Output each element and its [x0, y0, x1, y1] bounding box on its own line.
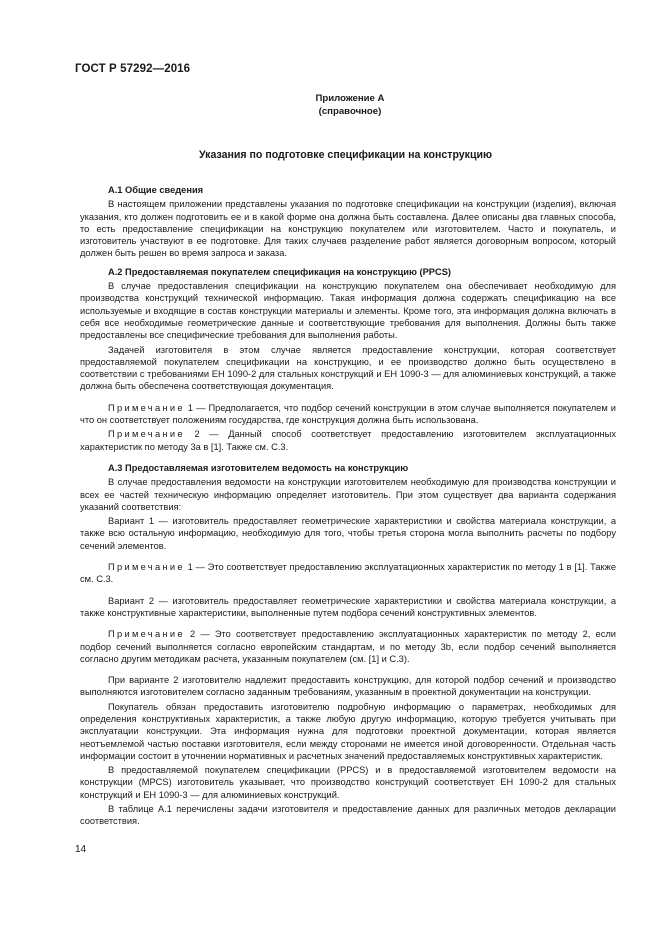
standard-header: ГОСТ Р 57292—2016 — [75, 63, 191, 75]
section-a2-heading: А.2 Предоставляемая покупателем спецификация на конструкцию (PPCS) — [108, 266, 452, 277]
paragraph: В предоставляемой покупателем спецификации (PPCS) и в предоставляемой изготовителем ведомости на конструкции (MPCS) изготовитель указывает, что производство конструкций соответствует ЕН 1090-2 для стальных конструкций и ЕН 1090-3 — для алюминиевых конструкций. — [80, 765, 616, 800]
paragraph: Вариант 1 — изготовитель предоставляет геометрические характеристики и свойства материала конструкции, а также всю остальную информацию, необходимую для того, чтобы третья сторона могла выполнить расчеты по подбору сечений элементов. — [80, 516, 616, 551]
paragraph: В таблице А.1 перечислены задачи изготовителя и предоставление данных для различных методов декларации соответствия. — [80, 804, 616, 827]
paragraph: При варианте 2 изготовителю надлежит предоставить конструкцию, для которой подбор сечений и производство выполняются изготовителем согласно заданным требованиям, указанным в проектной документации на конструкции. — [80, 675, 616, 698]
section-a3-heading: А.3 Предоставляемая изготовителем ведомость на конструкцию — [108, 462, 409, 473]
paragraph: В случае предоставления ведомости на конструкции изготовителем необходимую для производства конструкции и всех ее частей техническую информацию определяет изготовитель. При этом существует два варианта содержания указаний соответствия: — [80, 477, 616, 512]
note-label: Примечание — [108, 402, 185, 413]
document-body — [80, 184, 616, 830]
paragraph: В настоящем приложении представлены указания по подготовке спецификации на конструкции (изделия), включая указания, кто должен подготовить ее и в какой форме она должна быть составлена. Далее описаны два главных способа, то есть предоставление спецификации на конструкцию покупателем или изготовителем. Часто и покупатель, и изготовитель участвуют в ее подготовке. Для таких случаев разделение работ является договорным вопросом, который должен быть решен во время запроса и заказа. — [80, 199, 616, 259]
page-number: 14 — [75, 844, 87, 855]
paragraph: Задачей изготовителя в этом случае является предоставление конструкции, которая соответствует предоставляемой покупателем спецификации на конструкцию, и ее производство должно быть осуществлено в соответствии с требованиями ЕН 1090-2 для стальных конструкций и ЕН 1090-3 — для алюминиевых конструкций, а также должна быть обеспечена соответствующая документация. — [80, 344, 616, 392]
note — [80, 428, 616, 453]
document-title: Указания по подготовке спецификации на конструкцию — [198, 149, 493, 161]
note — [80, 561, 616, 586]
note — [80, 402, 616, 427]
note-text: 1 — Это соответствует предоставлению эксплуатационных характеристик по методу 1 в [1]. Также см. С.3. — [80, 562, 616, 585]
note-text: 2 — Это соответствует предоставлению эксплуатационных характеристик по методу 2, если подбор сечений выполняется согласно европейским стандартам, и по методу 3b, если подбор сечений выполняется согласно другим методикам расчета, указанным покупателем (см. [1] и С.3). — [80, 629, 616, 664]
paragraph: Покупатель обязан предоставить изготовителю подробную информацию о параметрах, необходимых для определения конструктивных характеристик, а также любую другую информацию, которую требуется учитывать при эксплуатации конструкции. Эта информация нужна для подготовки проектной документации, которая является неотъемлемой частью поставки изготовителя, если между сторонами не имеется иной договоренности. Отдельная часть информации состоит в уточнении нормативных и расчетных значений предоставляемых конструктивных характеристик. — [80, 701, 616, 761]
appendix-title: Приложение А — [315, 93, 385, 104]
note-text: 1 — Предполагается, что подбор сечений конструкции в этом случае выполняется покупателем и что он соответствует положениям государства, где конструкция должна быть использована. — [80, 402, 616, 426]
paragraph: Вариант 2 — изготовитель предоставляет геометрические характеристики и свойства материала конструкции, а также конструктивные характеристики, выполненные путем подбора сечений конструктивных элементов. — [80, 595, 616, 618]
note — [80, 628, 616, 665]
note-label: Примечание — [108, 562, 185, 573]
note-label: Примечание — [108, 429, 185, 440]
note-label: Примечание — [108, 629, 185, 640]
appendix-heading — [200, 92, 500, 118]
paragraph: В случае предоставления спецификации на конструкцию покупателем она обеспечивает необходимую для производства конструкций технической информацию. Такая информация должна содержать спецификацию на все используемые и входящие в состав конструкции материалы и элементы. Кроме того, эта информация должна включать в себя все необходимые геометрические данные и соответствующие требования для выполнения. Должны быть также предоставлены все специфические требования для выполнения работы. — [80, 281, 616, 341]
appendix-type: (справочное) — [318, 106, 382, 117]
note-text: 2 — Данный способ соответствует предоставлению изготовителем эксплуатационных характеристик по методу 3а в [1]. Также см. С.3. — [80, 429, 616, 452]
section-a1-heading: А.1 Общие сведения — [108, 185, 204, 195]
